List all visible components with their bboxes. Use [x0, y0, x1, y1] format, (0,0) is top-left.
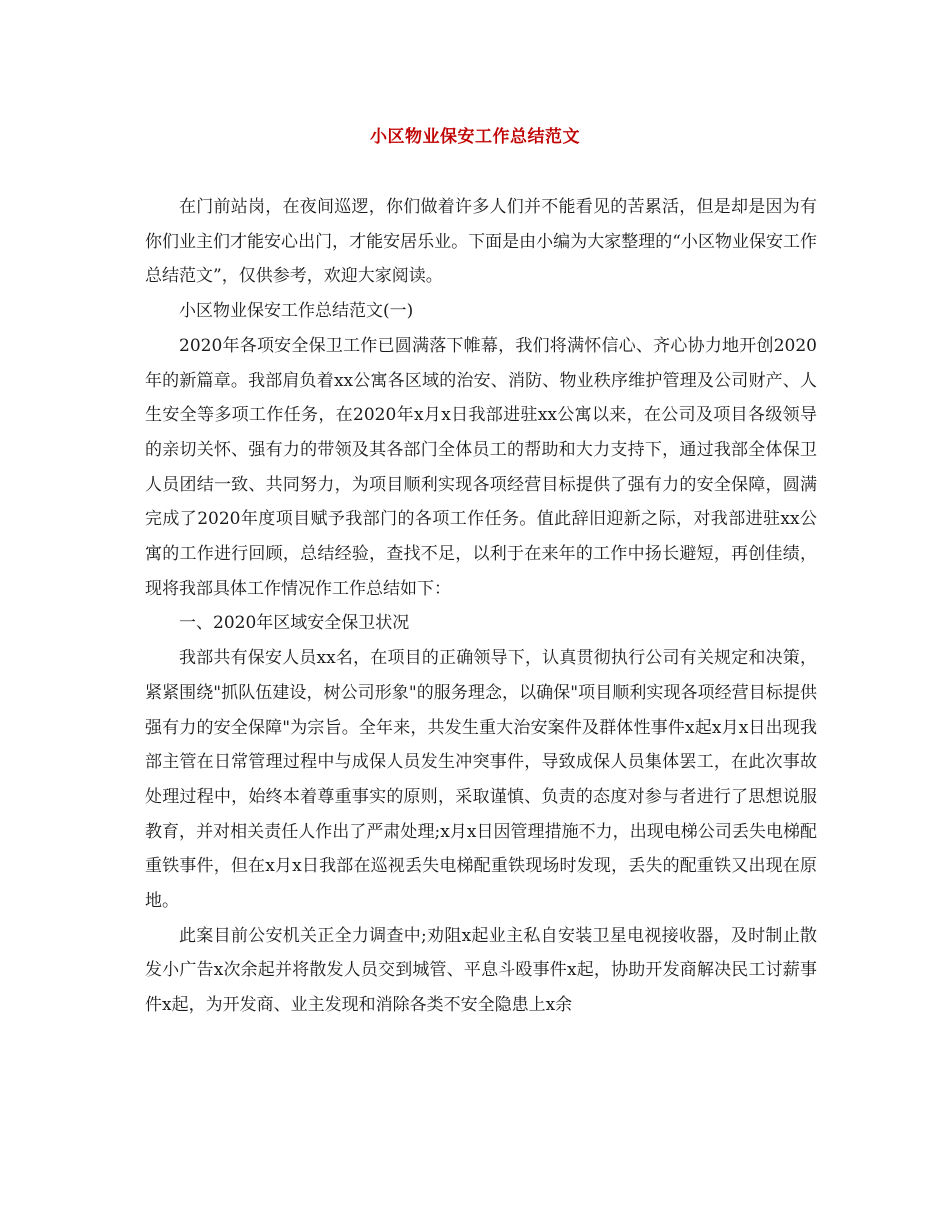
paragraph-intro: 在门前站岗，在夜间巡逻，你们做着许多人们并不能看见的苦累活，但是却是因为有你们业主们才能安心出门，才能安居乐业。下面是由小编为大家整理的“小区物业保安工作总结范文”，仅供参考，欢迎大家阅读。 [145, 197, 817, 287]
paragraph-security-status: 我部共有保安人员xx名，在项目的正确领导下，认真贯彻执行公司有关规定和决策，紧紧围绕"抓队伍建设，树公司形象"的服务理念，以确保"项目顺利实现各项经营目标提供强有力的安全保障"为宗旨。全年来，共发生重大治安案件及群体性事件x起x月x日出现我部主管在日常管理过程中与成保人员发生冲突事件，导致成保人员集体罢工，在此次事故处理过程中，始终本着尊重事实的原则，采取谨慎、负责的态度对参与者进行了思想说服教育，并对相关责任人作出了严肃处理;x月x日因管理措施不力，出现电梯公司丢失电梯配重铁事件，但在x月x日我部在巡视丢失电梯配重铁现场时发现，丢失的配重铁又出现在原地。 [145, 648, 817, 912]
document-title: 小区物业保安工作总结范文 [370, 127, 580, 147]
paragraph-heading-sample-1: 小区物业保安工作总结范文(一) [179, 301, 414, 322]
paragraph-section-heading-1: 一、2020年区域安全保卫状况 [179, 613, 410, 634]
paragraph-case-investigation: 此案目前公安机关正全力调查中;劝阻x起业主私自安装卫星电视接收器，及时制止散发小广告x次余起并将散发人员交到城管、平息斗殴事件x起，协助开发商解决民工讨薪事件x起，为开发商、业主发现和消除各类不安全隐患上x余 [145, 925, 817, 1016]
paragraph-summary-overview: 2020年各项安全保卫工作已圆满落下帷幕，我们将满怀信心、齐心协力地开创2020年的新篇章。我部肩负着xx公寓各区域的治安、消防、物业秩序维护管理及公司财产、人生安全等多项工作任务，在2020年x月x日我部进驻xx公寓以来，在公司及项目各级领导的亲切关怀、强有力的带领及其各部门全体员工的帮助和大力支持下，通过我部全体保卫人员团结一致、共同努力，为项目顺利实现各项经营目标提供了强有力的安全保障，圆满完成了2020年度项目赋予我部门的各项工作任务。值此辞旧迎新之际，对我部进驻xx公寓的工作进行回顾，总结经验，查找不足，以利于在来年的工作中扬长避短，再创佳绩，现将我部具体工作情况作工作总结如下： [145, 335, 817, 599]
document-body [145, 190, 817, 1023]
